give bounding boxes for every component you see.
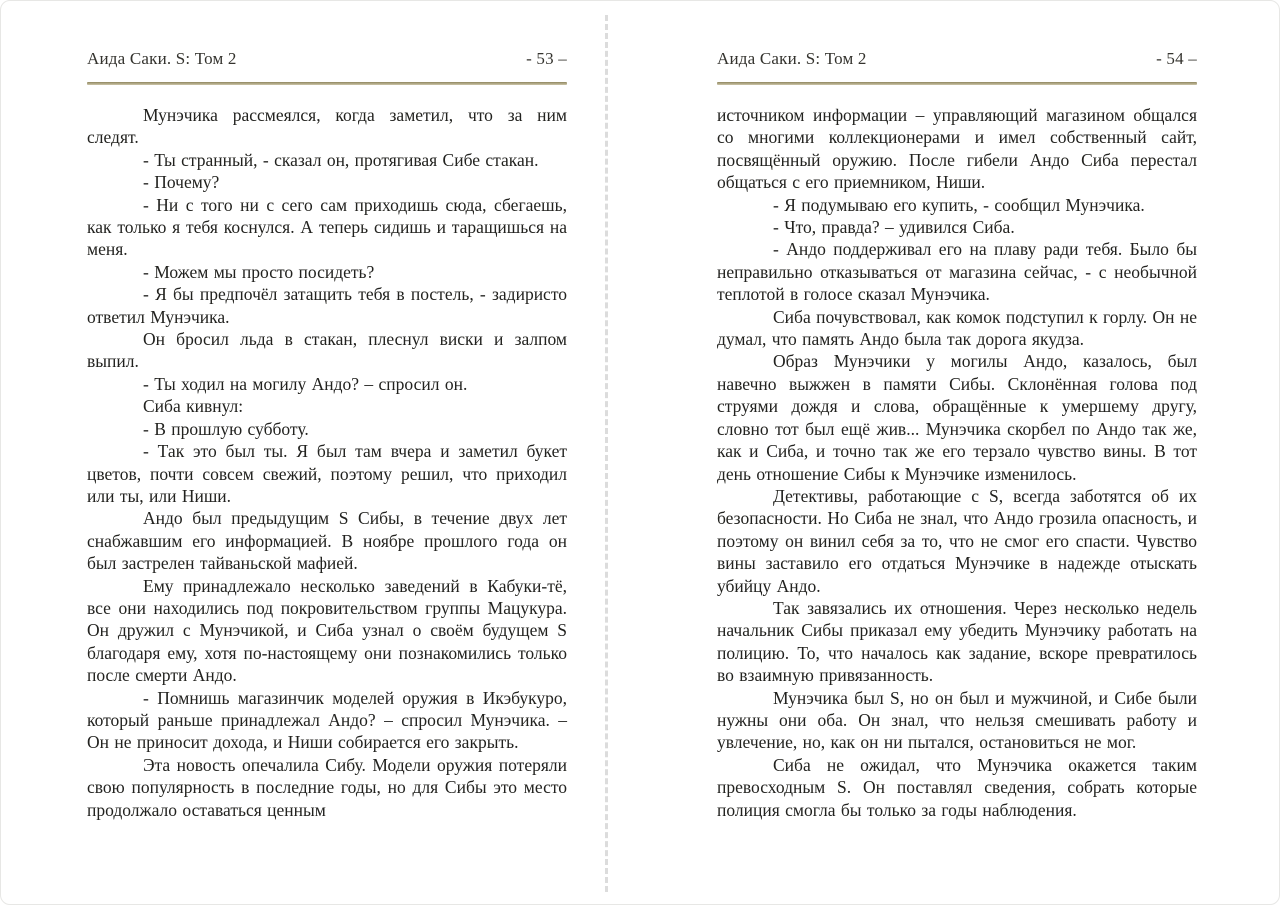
paragraph: Ему принадлежало несколько заведений в Кабуки-тё, все они находились под покровительством группы Мацукура. Он дружил с Мунэчикой, и Сиба узнал о своём будущем S благодаря ему, хотя по-настоящему они познакомились только после смерти Андо.: [87, 575, 567, 686]
page-number: - 54 –: [1156, 49, 1197, 68]
paragraph: источником информации – управляющий магазином общался со многими коллекционерами и имел собственный сайт, посвящённый оружию. После гибели Андо Сиба перестал общаться с его приемником, Ниши.: [717, 105, 1197, 193]
paragraph: - Ты странный, - сказал он, протягивая Сибе стакан.: [143, 149, 539, 170]
paragraph: Андо был предыдущим S Сибы, в течение двух лет снабжавшим его информацией. В ноябре прошлого года он был застрелен тайваньской мафией.: [87, 508, 567, 574]
page-number: - 53 –: [526, 49, 567, 68]
paragraph: - Так это был ты. Я был там вчера и заметил букет цветов, почти совсем свежий, поэтому решил, что приходил или ты, или Ниши.: [87, 441, 567, 506]
paragraph: - Я бы предпочёл затащить тебя в постель, - задиристо ответил Мунэчика.: [87, 284, 567, 327]
paragraph: Образ Мунэчики у могилы Андо, казалось, был навечно выжжен в памяти Сибы. Склонённая голова под струями дождя и слова, обращённые к умершему другу, словно тот был ещё жив... Мунэчика скорбел по Андо так же, как и Сиба, и точно так же его терзало чувство вины. В тот день отношение Сибы к Мунэчике изменилось.: [717, 351, 1197, 484]
paragraph: - Помнишь магазинчик моделей оружия в Икэбукуро, который раньше принадлежал Андо? – спросил Мунэчика. – Он не приносит дохода, и Ниши собирается его закрыть.: [87, 687, 567, 753]
paragraph: Эта новость опечалила Сибу. Модели оружия потеряли свою популярность в последние годы, но для Сибы это место продолжало оставаться ценным: [87, 754, 567, 820]
paragraph: - Ты ходил на могилу Андо? – спросил он.: [143, 373, 468, 394]
paragraph: Сиба кивнул:: [143, 396, 244, 417]
paragraph: - В прошлую субботу.: [143, 418, 309, 439]
paragraph: Детективы, работающие с S, всегда заботятся об их безопасности. Но Сиба не знал, что Андо грозила опасность, и поэтому он винил себя за то, что не смог его спасти. Чувство вины заставило его отдаться Мунэчике в надежде отыскать убийцу Андо.: [717, 485, 1197, 596]
book-title: Аида Саки. S: Том 2: [717, 49, 867, 68]
paragraph: Он бросил льда в стакан, плеснул виски и залпом выпил.: [87, 329, 567, 372]
paragraph: Мунэчика рассмеялся, когда заметил, что за ним следят.: [87, 105, 567, 148]
page-header: [87, 49, 567, 69]
paragraph: - Андо поддерживал его на плаву ради тебя. Было бы неправильно отказываться от магазина сейчас, - с необычной теплотой в голосе сказал Мунэчика.: [717, 239, 1197, 305]
paragraph: - Ни с того ни с сего сам приходишь сюда, сбегаешь, как только я тебя коснулся. А теперь сидишь и таращишься на меня.: [87, 194, 567, 260]
paragraph: - Я подумываю его купить, - сообщил Мунэчика.: [773, 194, 1145, 215]
page-header: [717, 49, 1197, 69]
paragraph: - Можем мы просто посидеть?: [143, 261, 375, 282]
paragraph: Мунэчика был S, но он был и мужчиной, и Сибе были нужны они оба. Он знал, что нельзя смешивать работу и увлечение, но, как он ни пытался, остановиться не мог.: [717, 687, 1197, 753]
book-title: Аида Саки. S: Том 2: [87, 49, 237, 68]
header-rule: [87, 82, 567, 85]
paragraph: Так завязались их отношения. Через несколько недель начальник Сибы приказал ему убедить Мунэчику работать на полицию. То, что началось как задание, вскоре превратилось во взаимную привязанность.: [717, 597, 1197, 686]
paragraph: Сиба почувствовал, как комок подступил к горлу. Он не думал, что память Андо была так дорога якудза.: [717, 306, 1197, 350]
page-divider: [605, 15, 608, 892]
page-body: [717, 104, 1197, 821]
page-right: [717, 49, 1197, 821]
page-left: [87, 49, 567, 821]
page-body: [87, 104, 567, 821]
paragraph: - Почему?: [143, 172, 220, 193]
header-rule: [717, 82, 1197, 85]
paragraph: - Что, правда? – удивился Сиба.: [773, 217, 1015, 238]
paragraph: Сиба не ожидал, что Мунэчика окажется таким превосходным S. Он поставлял сведения, собрать которые полиция смогла бы только за годы наблюдения.: [717, 754, 1197, 820]
